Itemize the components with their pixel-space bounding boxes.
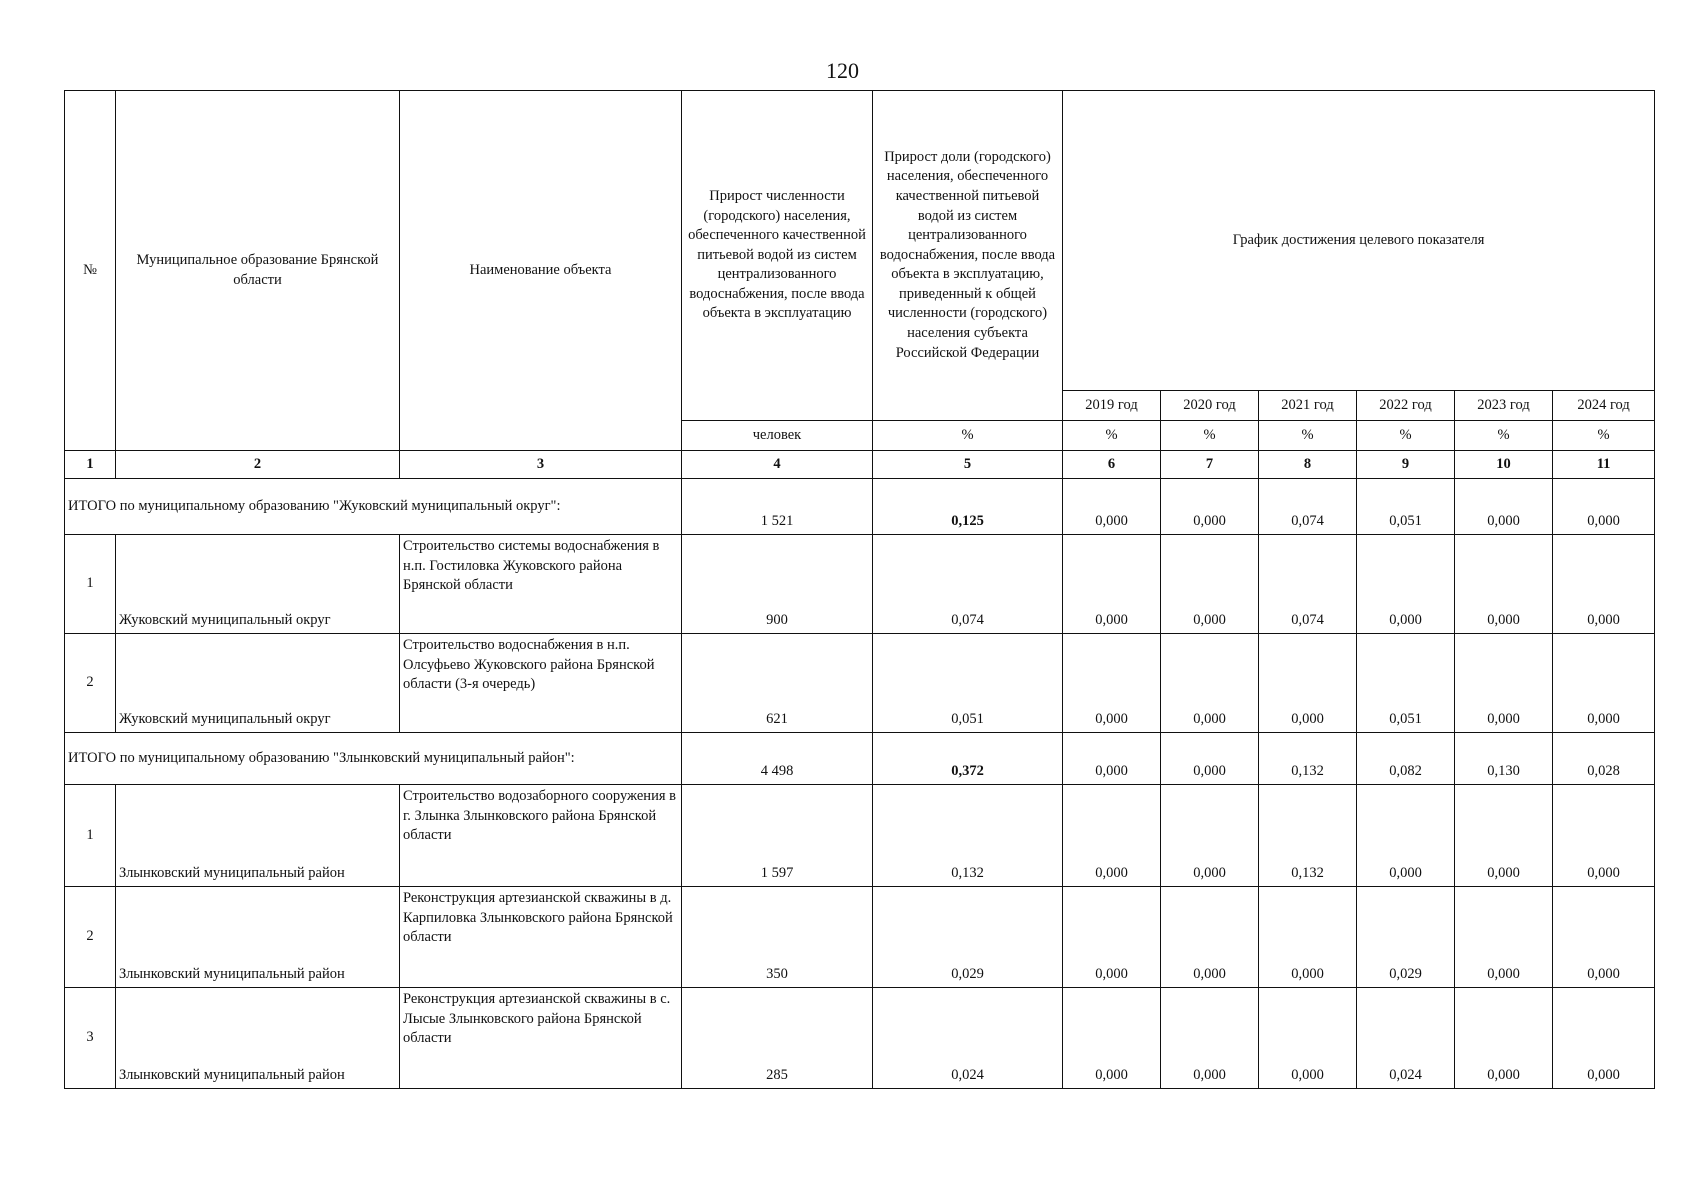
total-year-value: 0,000 (1063, 479, 1161, 535)
row-year-value: 0,074 (1259, 535, 1357, 634)
row-year-value: 0,000 (1259, 634, 1357, 733)
row-object: Реконструкция артезианской скважины в д. Карпиловка Злынковского района Брянской области (400, 887, 682, 988)
row-share: 0,132 (873, 785, 1063, 887)
row-year-value: 0,000 (1455, 887, 1553, 988)
unit-percent: % (1161, 421, 1259, 451)
row-number: 1 (65, 535, 116, 634)
row-number: 2 (65, 634, 116, 733)
total-year-value: 0,051 (1357, 479, 1455, 535)
row-year-value: 0,000 (1259, 988, 1357, 1089)
row-people: 285 (682, 988, 873, 1089)
total-year-value: 0,000 (1063, 733, 1161, 785)
header-object: Наименование объекта (400, 91, 682, 451)
row-share: 0,024 (873, 988, 1063, 1089)
row-year-value: 0,000 (1455, 785, 1553, 887)
column-number: 9 (1357, 451, 1455, 479)
unit-percent: % (873, 421, 1063, 451)
total-row (65, 479, 1655, 535)
row-year-value: 0,000 (1161, 535, 1259, 634)
row-year-value: 0,000 (1455, 988, 1553, 1089)
total-year-value: 0,074 (1259, 479, 1357, 535)
total-year-value: 0,082 (1357, 733, 1455, 785)
row-object: Реконструкция артезианской скважины в с. Лысые Злынковского района Брянской области (400, 988, 682, 1089)
total-year-value: 0,130 (1455, 733, 1553, 785)
row-year-value: 0,000 (1553, 785, 1655, 887)
report-table (64, 90, 1655, 1089)
column-number: 10 (1455, 451, 1553, 479)
unit-percent: % (1063, 421, 1161, 451)
header-year: 2019 год (1063, 391, 1161, 421)
row-year-value: 0,000 (1553, 535, 1655, 634)
unit-percent: % (1553, 421, 1655, 451)
row-people: 350 (682, 887, 873, 988)
total-people: 4 498 (682, 733, 873, 785)
header-municipality: Муниципальное образование Брянской области (116, 91, 400, 451)
row-year-value: 0,029 (1357, 887, 1455, 988)
column-number: 11 (1553, 451, 1655, 479)
row-year-value: 0,000 (1455, 634, 1553, 733)
header-growth-share: Прирост доли (городского) населения, обеспеченного качественной питьевой водой из систем централизованного водоснабжения, после ввода объекта в эксплуатацию, приведенный к общей численности (городского) населения субъекта Российской Федерации (873, 91, 1063, 421)
total-label: ИТОГО по муниципальному образованию "Злынковский муниципальный район": (65, 733, 682, 785)
table-row (65, 988, 1655, 1089)
column-number: 6 (1063, 451, 1161, 479)
header-year: 2022 год (1357, 391, 1455, 421)
row-year-value: 0,000 (1063, 887, 1161, 988)
row-number: 3 (65, 988, 116, 1089)
row-year-value: 0,000 (1357, 785, 1455, 887)
unit-people: человек (682, 421, 873, 451)
row-year-value: 0,000 (1063, 785, 1161, 887)
total-year-value: 0,000 (1161, 479, 1259, 535)
total-people: 1 521 (682, 479, 873, 535)
header-year: 2020 год (1161, 391, 1259, 421)
row-year-value: 0,000 (1063, 988, 1161, 1089)
row-year-value: 0,000 (1553, 887, 1655, 988)
column-number: 8 (1259, 451, 1357, 479)
table-row (65, 535, 1655, 634)
row-year-value: 0,051 (1357, 634, 1455, 733)
row-number: 2 (65, 887, 116, 988)
row-municipality: Жуковский муниципальный округ (116, 634, 400, 733)
row-object: Строительство водозаборного сооружения в г. Злынка Злынковского района Брянской области (400, 785, 682, 887)
unit-percent: % (1259, 421, 1357, 451)
column-number: 5 (873, 451, 1063, 479)
row-object: Строительство системы водоснабжения в н.п. Гостиловка Жуковского района Брянской области (400, 535, 682, 634)
header-year: 2023 год (1455, 391, 1553, 421)
total-share: 0,372 (873, 733, 1063, 785)
total-year-value: 0,000 (1553, 479, 1655, 535)
table-row (65, 634, 1655, 733)
row-year-value: 0,000 (1161, 988, 1259, 1089)
row-share: 0,051 (873, 634, 1063, 733)
total-year-value: 0,028 (1553, 733, 1655, 785)
table-row (65, 785, 1655, 887)
row-people: 621 (682, 634, 873, 733)
row-year-value: 0,000 (1553, 634, 1655, 733)
unit-percent: % (1455, 421, 1553, 451)
total-share: 0,125 (873, 479, 1063, 535)
total-year-value: 0,000 (1161, 733, 1259, 785)
table-row (65, 887, 1655, 988)
row-municipality: Жуковский муниципальный округ (116, 535, 400, 634)
header-schedule: График достижения целевого показателя (1063, 91, 1655, 391)
row-number: 1 (65, 785, 116, 887)
row-year-value: 0,000 (1455, 535, 1553, 634)
row-year-value: 0,000 (1063, 634, 1161, 733)
row-people: 1 597 (682, 785, 873, 887)
row-year-value: 0,000 (1063, 535, 1161, 634)
header-year: 2021 год (1259, 391, 1357, 421)
row-year-value: 0,000 (1259, 887, 1357, 988)
row-municipality: Злынковский муниципальный район (116, 887, 400, 988)
row-year-value: 0,000 (1357, 535, 1455, 634)
column-number: 4 (682, 451, 873, 479)
row-year-value: 0,132 (1259, 785, 1357, 887)
row-municipality: Злынковский муниципальный район (116, 785, 400, 887)
header-year: 2024 год (1553, 391, 1655, 421)
page-number: 120 (826, 58, 859, 83)
row-year-value: 0,000 (1553, 988, 1655, 1089)
column-number: 1 (65, 451, 116, 479)
header-growth-population: Прирост численности (городского) населения, обеспеченного качественной питьевой водой из систем централизованного водоснабжения, после ввода объекта в эксплуатацию (682, 91, 873, 421)
total-year-value: 0,000 (1455, 479, 1553, 535)
row-municipality: Злынковский муниципальный район (116, 988, 400, 1089)
row-year-value: 0,000 (1161, 887, 1259, 988)
column-number: 7 (1161, 451, 1259, 479)
unit-percent: % (1357, 421, 1455, 451)
total-year-value: 0,132 (1259, 733, 1357, 785)
total-row (65, 733, 1655, 785)
column-number: 2 (116, 451, 400, 479)
row-object: Строительство водоснабжения в н.п. Олсуфьево Жуковского района Брянской области (3-я очередь) (400, 634, 682, 733)
row-share: 0,074 (873, 535, 1063, 634)
row-year-value: 0,024 (1357, 988, 1455, 1089)
row-people: 900 (682, 535, 873, 634)
row-year-value: 0,000 (1161, 785, 1259, 887)
row-year-value: 0,000 (1161, 634, 1259, 733)
total-label: ИТОГО по муниципальному образованию "Жуковский муниципальный округ": (65, 479, 682, 535)
header-no: № (65, 91, 116, 451)
column-number: 3 (400, 451, 682, 479)
row-share: 0,029 (873, 887, 1063, 988)
